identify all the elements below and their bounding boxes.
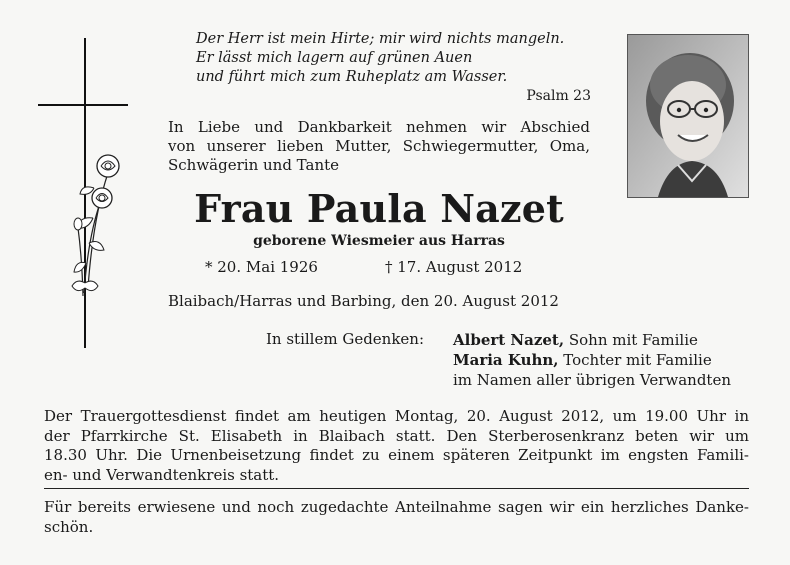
portrait-image xyxy=(628,35,748,197)
mourners-list xyxy=(453,330,731,390)
service-line: en- und Verwandtenkreis statt. xyxy=(44,465,280,484)
mourner-name: Albert Nazet, xyxy=(453,331,565,349)
birth-name: geborene Wiesmeier aus Harras xyxy=(253,233,505,249)
psalm-line: Der Herr ist mein Hirte; mir wird nichts mangeln. xyxy=(196,31,565,47)
service-line: der Pfarrkirche St. Elisabeth in Blaibach statt. Den Sterberosenkranz beten wir um xyxy=(44,426,749,445)
service-line: Der Trauergottesdienst findet am heutigen Montag, 20. August 2012, um 19.00 Uhr in xyxy=(44,407,749,425)
farewell-intro xyxy=(168,118,590,175)
intro-line: von unserer lieben Mutter, Schwiegermutter, Oma, xyxy=(168,137,590,155)
thanks-note xyxy=(44,498,749,537)
cross-with-roses-icon xyxy=(38,38,133,348)
mourner-others: im Namen aller übrigen Verwandten xyxy=(453,371,731,389)
mourner-entry xyxy=(453,350,731,370)
birth-date: * 20. Mai 1926 xyxy=(205,258,318,276)
service-line: 18.30 Uhr. Die Urnenbeisetzung findet zu einem späteren Zeitpunkt im engsten Famili- xyxy=(44,446,749,464)
mourner-relation: Tochter mit Familie xyxy=(558,351,712,369)
portrait-photo xyxy=(627,34,749,198)
psalm-quote xyxy=(196,30,591,106)
intro-line: Schwägerin und Tante xyxy=(168,156,340,174)
deceased-name: Frau Paula Nazet xyxy=(194,186,564,231)
mourner-entry xyxy=(453,330,731,350)
psalm-line: Er lässt mich lagern auf grünen Auen xyxy=(196,50,473,66)
thanks-line: Für bereits erwiesene und noch zugedachte Anteilnahme sagen wir ein herzliches Danke- xyxy=(44,498,749,516)
service-info xyxy=(44,407,749,485)
divider xyxy=(44,488,749,489)
intro-line: In Liebe und Dankbarkeit nehmen wir Abschied xyxy=(168,118,590,136)
memory-label: In stillem Gedenken: xyxy=(266,330,425,348)
thanks-line: schön. xyxy=(44,517,94,536)
psalm-line: und führt mich zum Ruheplatz am Wasser. xyxy=(196,69,508,85)
mourner-name: Maria Kuhn, xyxy=(453,351,559,369)
mourner-relation: Sohn mit Familie xyxy=(564,331,698,349)
death-date: † 17. August 2012 xyxy=(385,258,523,276)
place-date: Blaibach/Harras und Barbing, den 20. August 2012 xyxy=(168,292,559,310)
psalm-reference: Psalm 23 xyxy=(526,88,591,104)
